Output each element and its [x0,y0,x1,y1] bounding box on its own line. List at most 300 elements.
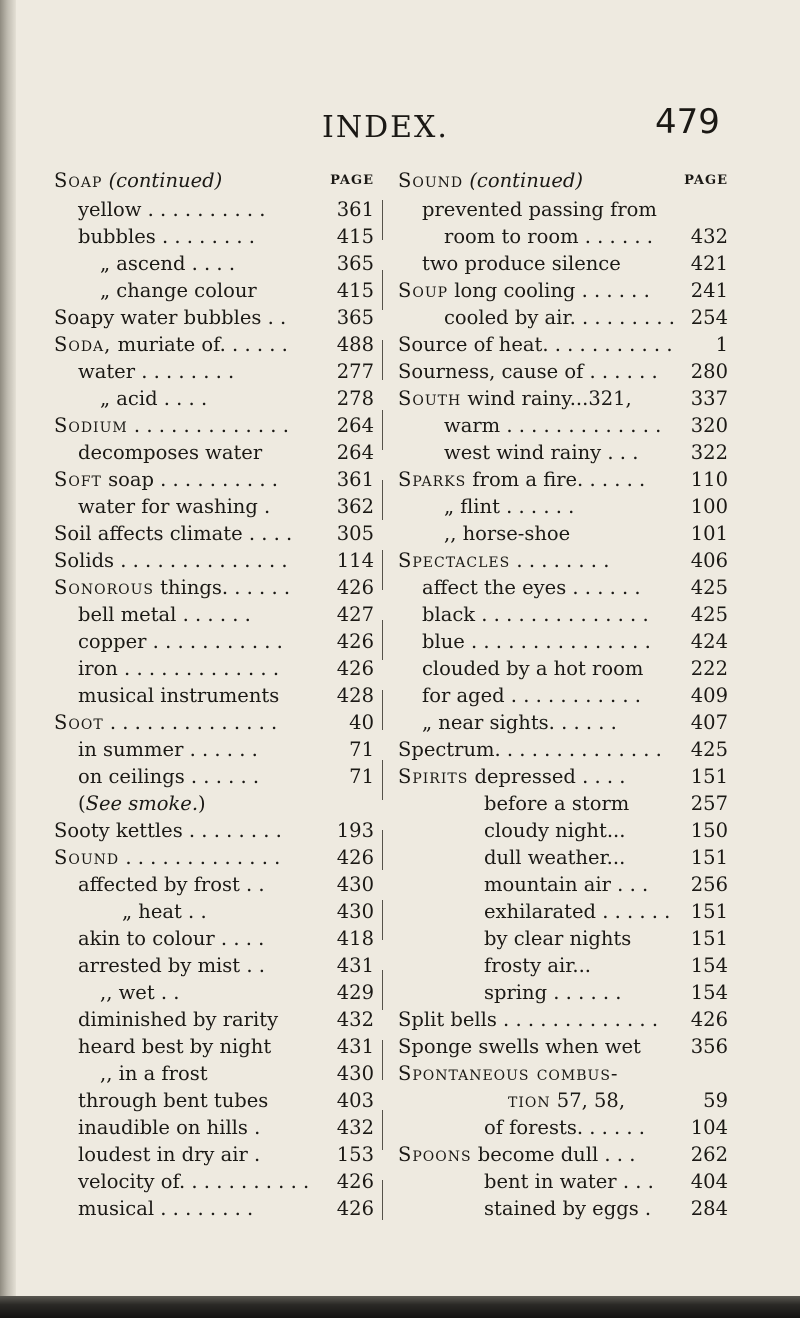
entry-label: water . . . . . . . . [78,360,235,383]
index-entry [54,1033,374,1060]
entry-text [54,1114,260,1141]
entry-text [54,520,292,547]
heading-continued: (continued) [469,169,583,192]
entry-text [54,682,279,709]
entry-text [54,1033,271,1060]
entry-text [398,466,645,493]
entry-label: things. . . . . . [153,576,291,599]
index-entry [54,1006,374,1033]
entry-label: west wind rainy . . . [444,441,639,464]
entry-label: „ near sights. . . . . . [422,711,617,734]
entry-text [54,331,288,358]
entry-text [398,682,641,709]
index-entry [398,1060,728,1087]
entry-text [398,844,625,871]
index-entry [398,1087,728,1114]
index-entry [398,628,728,655]
entry-label: musical . . . . . . . . [78,1197,254,1220]
entry-page-number: 153 [336,1143,374,1166]
entry-text [54,412,289,439]
entry-label: dull weather... [484,846,626,869]
index-entry [398,925,728,952]
entry-page-number: 320 [690,414,728,437]
entry-page-number: 425 [690,576,728,599]
index-entry [398,682,728,709]
entry-page-number: 337 [690,387,728,410]
index-entry [398,1033,728,1060]
index-entry [398,331,728,358]
entry-label: in summer . . . . . . [78,738,258,761]
entry-term: Soft [54,468,102,491]
entry-page-number: 426 [336,630,374,653]
entry-page-number: 264 [336,441,374,464]
entry-text [398,304,675,331]
entry-text [54,1195,253,1222]
entry-text [398,250,621,277]
entry-page-number: 154 [690,954,728,977]
entry-label: two produce silence [422,252,621,275]
entry-text [398,547,609,574]
entry-term: Soot [54,711,104,734]
entry-text [54,628,283,655]
entry-label: cooled by air. . . . . . . . . [444,306,675,329]
entry-text [398,385,632,412]
entry-text [398,1006,658,1033]
entry-label: . . . . . . . . . . . . . . [103,711,278,734]
index-entry [398,1114,728,1141]
index-entry [398,547,728,574]
index-entry [54,709,374,736]
entry-label: before a storm [484,792,630,815]
entry-label: warm . . . . . . . . . . . . . [444,414,662,437]
entry-page-number: 431 [336,954,374,977]
entry-text [54,952,265,979]
entry-label: black . . . . . . . . . . . . . . [422,603,649,626]
entry-label: . . . . . . . . . . . . . [119,846,281,869]
entry-label: decomposes water [78,441,263,464]
index-entry [54,1060,374,1087]
entry-term: Sparks [398,468,467,491]
entry-page-number: 403 [336,1089,374,1112]
entry-label: mountain air . . . [484,873,649,896]
entry-text [54,817,282,844]
index-entry [398,574,728,601]
page-bottom-edge [0,1296,800,1318]
entry-page-number: 151 [690,765,728,788]
entry-label: water for washing . [78,495,271,518]
entry-text [398,1060,619,1087]
entry-text [398,223,653,250]
entry-term: Sodium [54,414,128,437]
entry-text [54,574,290,601]
entry-page-number: 431 [336,1035,374,1058]
entry-page-number: 407 [690,711,728,734]
entry-text [398,763,626,790]
entry-label: blue . . . . . . . . . . . . . . . [422,630,651,653]
index-entry [398,601,728,628]
index-entry [398,655,728,682]
index-entry [398,898,728,925]
index-entry [398,1168,728,1195]
entry-text [54,466,278,493]
index-entry [398,250,728,277]
index-entry [398,1195,728,1222]
index-entry [398,466,728,493]
entry-text [54,655,279,682]
entry-label: musical instruments [78,684,280,707]
index-entry [54,1168,374,1195]
index-entry [398,223,728,250]
index-column-right [398,166,728,1222]
entry-page-number: 429 [336,981,374,1004]
entry-text [398,277,650,304]
entry-page-number: 257 [690,792,728,815]
entry-label: „ ascend . . . . [100,252,236,275]
entry-label: diminished by rarity [78,1008,279,1031]
entry-term: Spoons [398,1143,472,1166]
entry-page-number: 154 [690,981,728,1004]
index-entry [398,304,728,331]
index-entry [398,1141,728,1168]
entry-page-number: 264 [336,414,374,437]
column-heading [398,166,728,196]
heading-continued: (continued) [108,169,223,192]
index-entry [54,790,374,817]
entry-label: bell metal . . . . . . [78,603,251,626]
index-entry [54,250,374,277]
index-entry [54,1141,374,1168]
index-entry [398,1006,728,1033]
index-entry [398,871,728,898]
index-entry [398,358,728,385]
entry-text [398,709,617,736]
index-entry [54,979,374,1006]
entry-text [398,898,670,925]
entry-page-number: 415 [336,279,374,302]
entry-page-number: 262 [690,1143,728,1166]
entry-label: affect the eyes . . . . . . [422,576,641,599]
entry-page-number: 71 [349,738,374,761]
entry-text [54,493,270,520]
entry-term: tion [508,1089,551,1112]
entry-page-number: 277 [336,360,374,383]
entry-page-number: 426 [336,1197,374,1220]
entry-page-number: 361 [336,468,374,491]
entry-label: Source of heat. . . . . . . . . . . [398,333,673,356]
entry-page-number: 100 [690,495,728,518]
entry-label: affected by frost . . [78,873,265,896]
entry-page-number: 426 [690,1008,728,1031]
entry-label: . . . . . . . . [510,549,610,572]
entry-page-number: 418 [336,927,374,950]
entry-page-number: 284 [690,1197,728,1220]
index-entries-right [398,196,728,1222]
entry-label: soap . . . . . . . . . . [101,468,278,491]
entry-text [398,196,657,223]
entry-page-number: 432 [690,225,728,248]
entry-label: muriate of. . . . . . [111,333,288,356]
entry-text [398,574,641,601]
entry-page-number: 426 [336,846,374,869]
entry-page-number: 430 [336,900,374,923]
entry-page-number: 1 [715,333,728,356]
index-entry [54,358,374,385]
entry-text [398,439,638,466]
entry-label: copper . . . . . . . . . . . [78,630,283,653]
index-entry [54,1114,374,1141]
index-entry [54,223,374,250]
entry-page-number: 280 [690,360,728,383]
column-divider [382,200,383,1230]
entry-page-number: 278 [336,387,374,410]
index-entry [54,493,374,520]
entry-term: Spirits [398,765,469,788]
index-entry [54,682,374,709]
entry-text [54,223,255,250]
entry-label: for aged . . . . . . . . . . . [422,684,641,707]
entry-text [398,790,629,817]
entry-page-number: 421 [690,252,728,275]
index-entry [54,1195,374,1222]
entry-page-number: 428 [336,684,374,707]
index-entry [398,277,728,304]
entry-text [54,358,234,385]
index-entry [54,385,374,412]
entry-text [398,601,649,628]
entry-page-number: 256 [690,873,728,896]
entry-label: yellow . . . . . . . . . . [78,198,266,221]
index-entry [54,952,374,979]
index-entry [54,304,374,331]
entry-text [398,1195,651,1222]
entry-text [398,1087,625,1114]
entry-label: from a fire. . . . . . [466,468,646,491]
entry-label: frosty air... [484,954,591,977]
entry-label: „ change colour [100,279,257,302]
entry-label: loudest in dry air . [78,1143,261,1166]
entry-text [54,277,257,304]
entry-page-number: 151 [690,846,728,869]
index-entry [398,763,728,790]
entry-label: bubbles . . . . . . . . [78,225,255,248]
entry-page-number: 409 [690,684,728,707]
index-entry [54,574,374,601]
entry-label: prevented passing from [422,198,657,221]
entry-page-number: 222 [690,657,728,680]
heading-term: Soap [54,169,103,192]
entry-page-number: 426 [336,576,374,599]
entry-text [54,763,259,790]
entry-label: bent in water . . . [484,1170,654,1193]
heading-term: Sound [398,169,464,192]
entry-page-number: 356 [690,1035,728,1058]
entry-page-number: 110 [690,468,728,491]
index-entry [398,385,728,412]
entry-text [54,547,288,574]
entry-label: Solids . . . . . . . . . . . . . . [54,549,288,572]
entry-text [54,385,207,412]
entry-page-number: 427 [336,603,374,626]
entry-text [54,709,277,736]
entry-label: clouded by a hot room [422,657,644,680]
index-entry [398,709,728,736]
entry-text [398,1114,645,1141]
entry-term: Soup [398,279,449,302]
entry-page-number: 104 [690,1116,728,1139]
entry-text [398,952,591,979]
entry-text [54,1141,260,1168]
entry-text [398,1141,635,1168]
entry-page-number: 362 [336,495,374,518]
entry-page-number: 404 [690,1170,728,1193]
index-entry [54,655,374,682]
entry-label: spring . . . . . . [484,981,622,1004]
entry-label: by clear nights [484,927,632,950]
entry-label: 57, 58, [550,1089,626,1112]
entry-text [54,871,265,898]
entry-label: wind rainy...321, [461,387,632,410]
index-column-left [54,166,374,1222]
entry-text [54,304,286,331]
index-entry [398,520,728,547]
entry-term: Spectacles [398,549,511,572]
entry-page-number: 322 [690,441,728,464]
entry-page-number: 101 [690,522,728,545]
index-entry [398,979,728,1006]
index-entry [398,196,728,223]
entry-text [54,196,265,223]
entry-page-number: 488 [336,333,374,356]
index-entry [54,412,374,439]
entry-label: ,, wet . . [100,981,180,1004]
entry-term: South [398,387,462,410]
entry-page-number: 150 [690,819,728,842]
entry-label: „ flint . . . . . . [444,495,575,518]
entry-text [398,493,574,520]
entry-text [398,871,648,898]
entry-page-number: 305 [336,522,374,545]
entry-page-number: 432 [336,1008,374,1031]
entry-page-number: 361 [336,198,374,221]
entry-text [54,979,179,1006]
index-entry [398,439,728,466]
entry-label: Sourness, cause of . . . . . . [398,360,658,383]
entry-text [398,520,570,547]
page-label: PAGE [684,173,728,188]
index-entry [54,898,374,925]
index-entry [54,277,374,304]
entry-text [398,1168,654,1195]
index-entry [398,817,728,844]
entry-page-number: 406 [690,549,728,572]
index-entry [54,547,374,574]
entry-label: inaudible on hills . [78,1116,261,1139]
entry-term: Spontaneous combus- [398,1062,619,1085]
entry-page-number: 430 [336,873,374,896]
entry-page-number: 193 [336,819,374,842]
entry-page-number: 40 [349,711,374,734]
index-entry [54,331,374,358]
index-entry [54,466,374,493]
entry-label: heard best by night [78,1035,272,1058]
index-entry [398,736,728,763]
entry-text [54,250,235,277]
entry-label: exhilarated . . . . . . [484,900,671,923]
entry-page-number: 426 [336,1170,374,1193]
column-heading [54,166,374,196]
entry-page-number: 151 [690,927,728,950]
index-entry [54,763,374,790]
index-entry [54,871,374,898]
page-header [0,96,800,146]
entry-page-number: 365 [336,252,374,275]
index-entry [54,601,374,628]
page-title: INDEX. [322,110,449,145]
entry-text [54,925,264,952]
entry-text [398,979,621,1006]
entry-page-number: 365 [336,306,374,329]
entry-text [398,331,673,358]
entry-label: long cooling . . . . . . [448,279,650,302]
page-gutter-shadow [0,0,16,1318]
entry-label: Sooty kettles . . . . . . . . [54,819,282,842]
entry-label: ,, horse-shoe [444,522,571,545]
entry-page-number: 114 [336,549,374,572]
entry-label: cloudy night... [484,819,626,842]
index-entry [54,925,374,952]
entry-term: Sonorous [54,576,154,599]
entry-label: akin to colour . . . . [78,927,265,950]
entry-page-number: 425 [690,603,728,626]
entry-label: become dull . . . [471,1143,636,1166]
index-entry [54,196,374,223]
index-entry [54,736,374,763]
entry-text [54,736,258,763]
entry-label: through bent tubes [78,1089,269,1112]
entry-label: room to room . . . . . . [444,225,653,248]
entry-text [54,1087,268,1114]
index-entry [398,844,728,871]
entry-label: depressed . . . . [468,765,626,788]
entry-page-number: 71 [349,765,374,788]
entry-text [54,601,251,628]
entry-text [398,925,631,952]
entry-text [54,898,207,925]
entry-text [398,1033,641,1060]
entry-text [398,736,662,763]
index-entry [398,493,728,520]
entry-page-number: 432 [336,1116,374,1139]
entry-page-number: 430 [336,1062,374,1085]
entry-label: Split bells . . . . . . . . . . . . . [398,1008,659,1031]
index-entry [54,628,374,655]
entry-text [54,1168,309,1195]
entry-term: Sound [54,846,120,869]
cross-reference: See smoke. [85,792,199,815]
entry-page-number: 241 [690,279,728,302]
index-entry [54,1087,374,1114]
entry-label: of forests. . . . . . [484,1116,646,1139]
entry-text [398,628,651,655]
entry-text [54,790,206,817]
entry-page-number: 426 [336,657,374,680]
entry-page-number: 151 [690,900,728,923]
entry-text [54,1060,208,1087]
entry-text [398,655,643,682]
index-entry [54,439,374,466]
index-entry [398,412,728,439]
entry-label: Soil affects climate . . . . [54,522,293,545]
